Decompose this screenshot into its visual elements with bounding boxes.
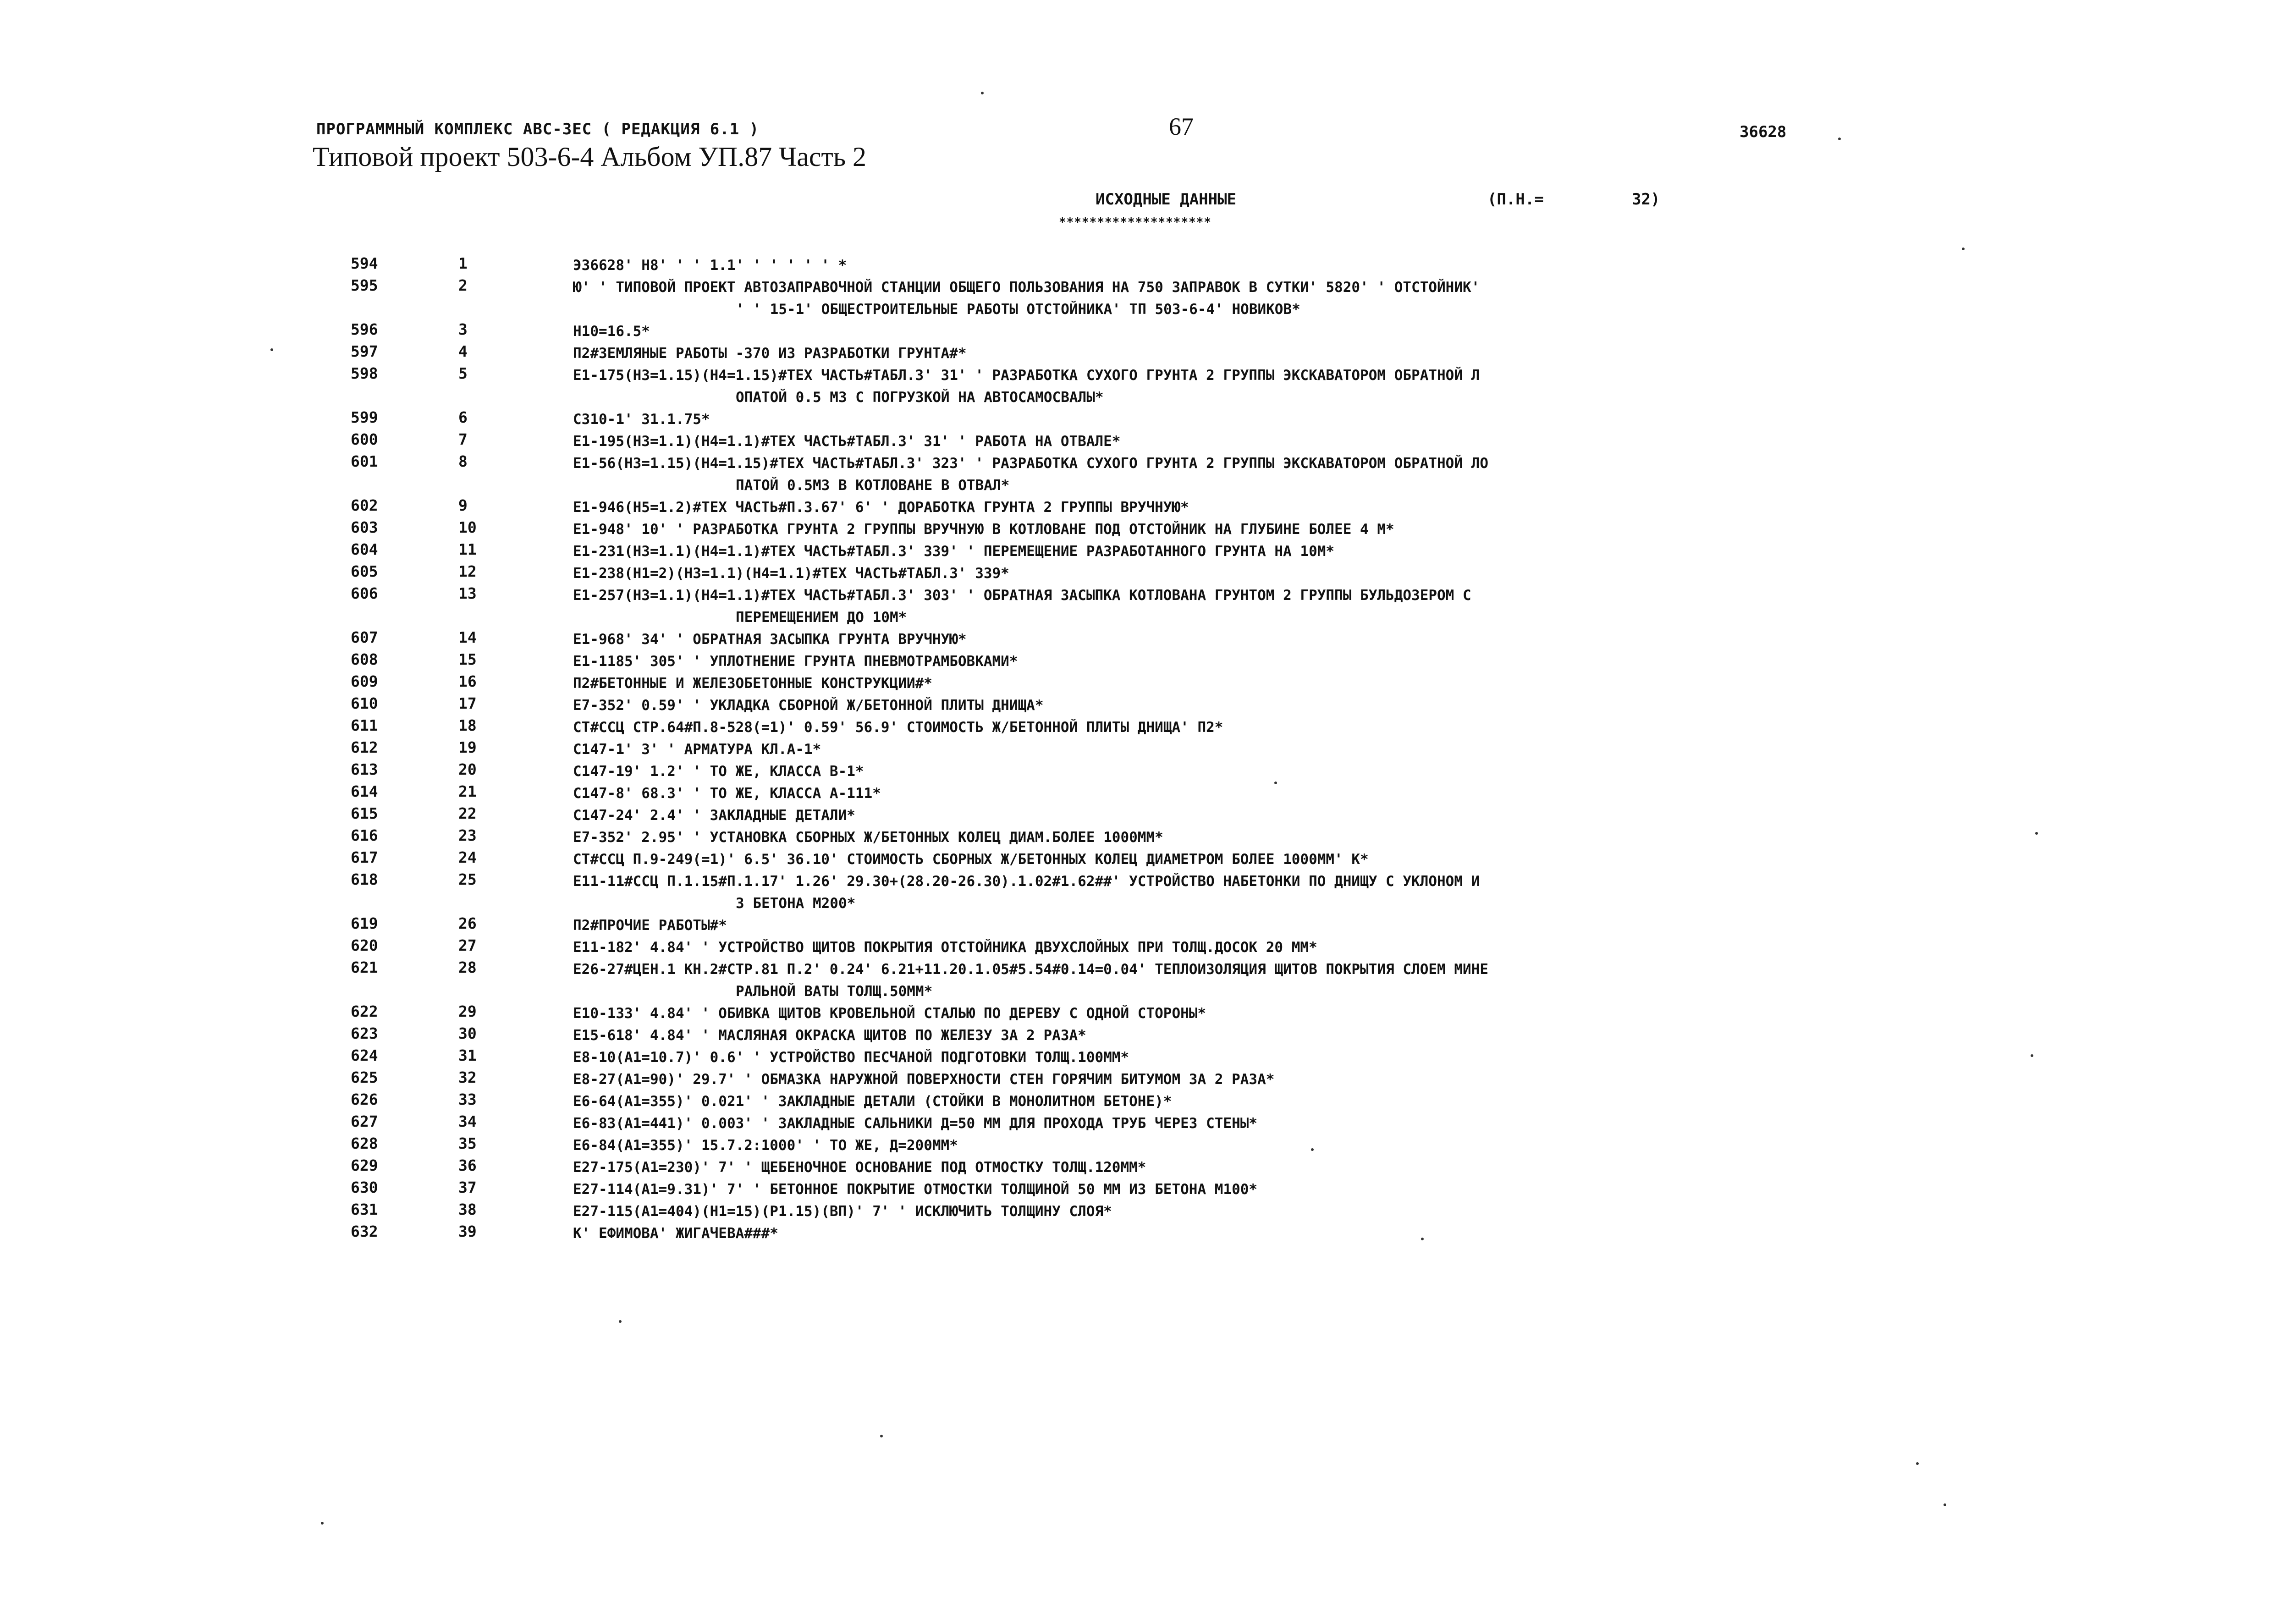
- row-text-continuation: ОПАТОЙ 0.5 М3 С ПОГРУЗКОЙ НА АВТОСАМОСВАЛЫ*: [736, 389, 1104, 406]
- table-row: [0, 518, 2274, 540]
- table-row: [0, 1222, 2274, 1244]
- row-index: 11: [458, 540, 477, 558]
- row-text: Е1-257(Н3=1.1)(Н4=1.1)#ТЕХ ЧАСТЬ#ТАБЛ.3' 303' ' ОБРАТНАЯ ЗАСЫПКА КОТЛОВАНА ГРУНТОМ 2 ГРУППЫ БУЛЬДОЗЕРОМ С: [573, 587, 1471, 604]
- row-index: 6: [458, 408, 468, 426]
- row-text: С147-8' 68.3' ' ТО ЖЕ, КЛАССА А-111*: [573, 785, 881, 802]
- row-text: СТ#ССЦ П.9-249(=1)' 6.5' 36.10' СТОИМОСТЬ СБОРНЫХ Ж/БЕТОННЫХ КОЛЕЦ ДИАМЕТРОМ БОЛЕЕ 1000ММ' К*: [573, 851, 1369, 868]
- table-row: [0, 738, 2274, 760]
- row-index: 30: [458, 1024, 477, 1042]
- table-row: [0, 914, 2274, 936]
- row-index: 33: [458, 1090, 477, 1108]
- table-row: [0, 782, 2274, 804]
- row-index: 13: [458, 584, 477, 602]
- table-row: [0, 430, 2274, 452]
- scan-speck: [880, 1435, 883, 1437]
- scan-speck: [981, 92, 984, 94]
- row-number: 630: [351, 1178, 378, 1196]
- row-text: Е1-968' 34' ' ОБРАТНАЯ ЗАСЫПКА ГРУНТА ВРУЧНУЮ*: [573, 631, 967, 648]
- row-number: 619: [351, 914, 378, 932]
- scan-speck: [1962, 248, 1965, 250]
- row-index: 17: [458, 694, 477, 712]
- row-number: 603: [351, 518, 378, 536]
- row-number: 632: [351, 1222, 378, 1240]
- scan-speck: [619, 1320, 622, 1323]
- row-number: 606: [351, 584, 378, 602]
- row-index: 24: [458, 848, 477, 866]
- row-text: Е8-10(А1=10.7)' 0.6' ' УСТРОЙСТВО ПЕСЧАНОЙ ПОДГОТОВКИ ТОЛЩ.100ММ*: [573, 1049, 1129, 1066]
- row-text: П2#БЕТОННЫЕ И ЖЕЛЕЗОБЕТОННЫЕ КОНСТРУКЦИИ#*: [573, 675, 932, 692]
- row-text: Е1-175(Н3=1.15)(Н4=1.15)#ТЕХ ЧАСТЬ#ТАБЛ.3' 31' ' РАЗРАБОТКА СУХОГО ГРУНТА 2 ГРУППЫ ЭКСКАВАТОРОМ ОБРАТНОЙ Л: [573, 367, 1480, 384]
- table-row: [0, 1200, 2274, 1222]
- row-index: 38: [458, 1200, 477, 1218]
- program-header: ПРОГРАММНЫЙ КОМПЛЕКС АВС-3ЕС ( РЕДАКЦИЯ 6.1 ): [316, 120, 760, 138]
- row-number: 596: [351, 320, 378, 338]
- row-text-continuation: ' ' 15-1' ОБЩЕСТРОИТЕЛЬНЫЕ РАБОТЫ ОТСТОЙНИКА' ТП 503-6-4' НОВИКОВ*: [736, 301, 1300, 318]
- row-number: 628: [351, 1134, 378, 1152]
- row-index: 34: [458, 1112, 477, 1130]
- row-index: 2: [458, 276, 468, 294]
- row-index: 36: [458, 1156, 477, 1174]
- scan-speck: [1916, 1462, 1919, 1465]
- row-number: 598: [351, 364, 378, 382]
- row-text-continuation: ПЕРЕМЕЩЕНИЕМ ДО 10М*: [736, 609, 907, 626]
- row-index: 27: [458, 936, 477, 954]
- row-number: 625: [351, 1068, 378, 1086]
- row-text: С147-24' 2.4' ' ЗАКЛАДНЫЕ ДЕТАЛИ*: [573, 807, 855, 824]
- row-text: Е11-182' 4.84' ' УСТРОЙСТВО ЩИТОВ ПОКРЫТИЯ ОТСТОЙНИКА ДВУХСЛОЙНЫХ ПРИ ТОЛЩ.ДОСОК 20 ММ*: [573, 939, 1317, 956]
- row-index: 19: [458, 738, 477, 756]
- row-index: 10: [458, 518, 477, 536]
- table-row: [0, 628, 2274, 650]
- row-index: 16: [458, 672, 477, 690]
- table-row: [0, 672, 2274, 694]
- row-number: 595: [351, 276, 378, 294]
- row-index: 18: [458, 716, 477, 734]
- row-index: 1: [458, 254, 468, 272]
- scan-speck: [1274, 782, 1277, 784]
- table-row: [0, 936, 2274, 958]
- row-text: Е27-175(А1=230)' 7' ' ЩЕБЕНОЧНОЕ ОСНОВАНИЕ ПОД ОТМОСТКУ ТОЛЩ.120ММ*: [573, 1159, 1146, 1176]
- table-row: [0, 716, 2274, 738]
- row-text: Е11-11#ССЦ П.1.15#П.1.17' 1.26' 29.30+(28.20-26.30).1.02#1.62##' УСТРОЙСТВО НАБЕТОНКИ ПО ДНИЩУ С УКЛОНОМ И: [573, 873, 1480, 890]
- row-number: 611: [351, 716, 378, 734]
- row-text: К' ЕФИМОВА' ЖИГАЧЕВА###*: [573, 1225, 778, 1242]
- row-number: 620: [351, 936, 378, 954]
- row-text: Е8-27(А1=90)' 29.7' ' ОБМАЗКА НАРУЖНОЙ ПОВЕРХНОСТИ СТЕН ГОРЯЧИМ БИТУМОМ ЗА 2 РАЗА*: [573, 1071, 1275, 1088]
- row-number: 600: [351, 430, 378, 448]
- row-number: 623: [351, 1024, 378, 1042]
- row-index: 21: [458, 782, 477, 800]
- row-text: Е6-64(А1=355)' 0.021' ' ЗАКЛАДНЫЕ ДЕТАЛИ (СТОЙКИ В МОНОЛИТНОМ БЕТОНЕ)*: [573, 1093, 1172, 1110]
- table-row: [0, 1134, 2274, 1156]
- row-number: 605: [351, 562, 378, 580]
- row-number: 617: [351, 848, 378, 866]
- row-text: П2#ПРОЧИЕ РАБОТЫ#*: [573, 917, 727, 934]
- row-number: 621: [351, 958, 378, 976]
- row-number: 604: [351, 540, 378, 558]
- table-row: [0, 1002, 2274, 1024]
- row-index: 29: [458, 1002, 477, 1020]
- row-index: 32: [458, 1068, 477, 1086]
- table-row: [0, 1112, 2274, 1134]
- row-text: Н10=16.5*: [573, 323, 650, 340]
- row-index: 12: [458, 562, 477, 580]
- page-number: 67: [1169, 113, 1194, 140]
- document-code: 36628: [1740, 123, 1787, 141]
- table-row: [0, 562, 2274, 584]
- row-number: 610: [351, 694, 378, 712]
- row-number: 594: [351, 254, 378, 272]
- table-row: [0, 848, 2274, 870]
- row-number: 631: [351, 1200, 378, 1218]
- row-index: 7: [458, 430, 468, 448]
- row-index: 14: [458, 628, 477, 646]
- project-title: Типовой проект 503-6-4 Альбом УП.87 Часть 2: [313, 142, 867, 172]
- row-number: 614: [351, 782, 378, 800]
- table-row: [0, 1090, 2274, 1112]
- row-index: 3: [458, 320, 468, 338]
- row-text-continuation: РАЛЬНОЙ ВАТЫ ТОЛЩ.50ММ*: [736, 983, 933, 1000]
- row-text: П2#ЗЕМЛЯНЫЕ РАБОТЫ -370 ИЗ РАЗРАБОТКИ ГРУНТА#*: [573, 345, 967, 362]
- table-row: [0, 254, 2274, 276]
- row-number: 613: [351, 760, 378, 778]
- row-index: 28: [458, 958, 477, 976]
- row-text: Е1-1185' 305' ' УПЛОТНЕНИЕ ГРУНТА ПНЕВМОТРАМБОВКАМИ*: [573, 653, 1018, 670]
- table-row: [0, 452, 2274, 496]
- row-number: 607: [351, 628, 378, 646]
- scan-speck: [1421, 1238, 1424, 1240]
- row-text: Е7-352' 0.59' ' УКЛАДКА СБОРНОЙ Ж/БЕТОННОЙ ПЛИТЫ ДНИЩА*: [573, 697, 1044, 714]
- row-index: 4: [458, 342, 468, 360]
- row-index: 5: [458, 364, 468, 382]
- row-text: Е1-56(Н3=1.15)(Н4=1.15)#ТЕХ ЧАСТЬ#ТАБЛ.3' 323' ' РАЗРАБОТКА СУХОГО ГРУНТА 2 ГРУППЫ ЭКСКАВАТОРОМ ОБРАТНОЙ ЛО: [573, 455, 1489, 472]
- table-row: [0, 1156, 2274, 1178]
- row-number: 622: [351, 1002, 378, 1020]
- row-index: 26: [458, 914, 477, 932]
- table-row: [0, 870, 2274, 914]
- row-index: 23: [458, 826, 477, 844]
- table-row: [0, 1046, 2274, 1068]
- table-row: [0, 584, 2274, 628]
- table-row: [0, 650, 2274, 672]
- row-index: 22: [458, 804, 477, 822]
- scan-speck: [270, 348, 273, 351]
- table-row: [0, 694, 2274, 716]
- table-row: [0, 760, 2274, 782]
- row-index: 9: [458, 496, 468, 514]
- table-row: [0, 342, 2274, 364]
- row-text: Е6-83(А1=441)' 0.003' ' ЗАКЛАДНЫЕ САЛЬНИКИ Д=50 ММ ДЛЯ ПРОХОДА ТРУБ ЧЕРЕЗ СТЕНЫ*: [573, 1115, 1258, 1132]
- row-index: 31: [458, 1046, 477, 1064]
- row-text: Е26-27#ЦЕН.1 КН.2#СТР.81 П.2' 0.24' 6.21+11.20.1.05#5.54#0.14=0.04' ТЕПЛОИЗОЛЯЦИЯ ЩИТОВ ПОКРЫТИЯ СЛОЕМ МИНЕ: [573, 961, 1489, 978]
- row-text: Е6-84(А1=355)' 15.7.2:1000' ' ТО ЖЕ, Д=200ММ*: [573, 1137, 958, 1154]
- row-index: 15: [458, 650, 477, 668]
- row-index: 20: [458, 760, 477, 778]
- row-number: 609: [351, 672, 378, 690]
- row-text: С147-19' 1.2' ' ТО ЖЕ, КЛАССА В-1*: [573, 763, 864, 780]
- scan-speck: [1311, 1148, 1314, 1151]
- row-text: Е1-231(Н3=1.1)(Н4=1.1)#ТЕХ ЧАСТЬ#ТАБЛ.3' 339' ' ПЕРЕМЕЩЕНИЕ РАЗРАБОТАННОГО ГРУНТА НА 10М*: [573, 543, 1335, 560]
- scan-speck: [321, 1522, 324, 1525]
- table-row: [0, 540, 2274, 562]
- row-number: 599: [351, 408, 378, 426]
- row-number: 624: [351, 1046, 378, 1064]
- scan-speck: [1944, 1503, 1946, 1506]
- table-row: [0, 364, 2274, 408]
- row-number: 616: [351, 826, 378, 844]
- row-number: 601: [351, 452, 378, 470]
- row-text: Ю' ' ТИПОВОЙ ПРОЕКТ АВТОЗАПРАВОЧНОЙ СТАНЦИИ ОБЩЕГО ПОЛЬЗОВАНИЯ НА 750 ЗАПРАВОК В СУТКИ' 5820' ' ОТСТОЙНИК': [573, 279, 1480, 296]
- row-number: 627: [351, 1112, 378, 1130]
- row-number: 608: [351, 650, 378, 668]
- row-text: Е10-133' 4.84' ' ОБИВКА ЩИТОВ КРОВЕЛЬНОЙ СТАЛЬЮ ПО ДЕРЕВУ С ОДНОЙ СТОРОНЫ*: [573, 1005, 1206, 1022]
- row-number: 626: [351, 1090, 378, 1108]
- input-data-listing: [0, 254, 2274, 1244]
- scan-speck: [2035, 832, 2038, 835]
- row-index: 39: [458, 1222, 477, 1240]
- table-row: [0, 496, 2274, 518]
- row-number: 602: [351, 496, 378, 514]
- row-text-continuation: З БЕТОНА М200*: [736, 895, 856, 912]
- table-row: [0, 804, 2274, 826]
- row-text: Е15-618' 4.84' ' МАСЛЯНАЯ ОКРАСКА ЩИТОВ ПО ЖЕЛЕЗУ ЗА 2 РАЗА*: [573, 1027, 1086, 1044]
- row-index: 37: [458, 1178, 477, 1196]
- row-number: 615: [351, 804, 378, 822]
- section-title: ИСХОДНЫЕ ДАННЫЕ: [1096, 190, 1237, 209]
- table-row: [0, 276, 2274, 320]
- row-text: С310-1' 31.1.75*: [573, 411, 710, 428]
- row-number: 597: [351, 342, 378, 360]
- section-ref-label: (П.Н.=: [1487, 190, 1544, 209]
- row-number: 618: [351, 870, 378, 888]
- row-text: Е27-114(А1=9.31)' 7' ' БЕТОННОЕ ПОКРЫТИЕ ОТМОСТКИ ТОЛЩИНОЙ 50 ММ ИЗ БЕТОНА М100*: [573, 1181, 1258, 1198]
- row-number: 612: [351, 738, 378, 756]
- section-ref-number: 32): [1632, 190, 1660, 209]
- table-row: [0, 1024, 2274, 1046]
- table-row: [0, 1178, 2274, 1200]
- row-text: Е1-948' 10' ' РАЗРАБОТКА ГРУНТА 2 ГРУППЫ ВРУЧНУЮ В КОТЛОВАНЕ ПОД ОТСТОЙНИК НА ГЛУБИНЕ БОЛЕЕ 4 М*: [573, 521, 1394, 538]
- row-number: 629: [351, 1156, 378, 1174]
- row-text: Е1-946(Н5=1.2)#ТЕХ ЧАСТЬ#П.3.67' 6' ' ДОРАБОТКА ГРУНТА 2 ГРУППЫ ВРУЧНУЮ*: [573, 499, 1189, 516]
- table-row: [0, 958, 2274, 1002]
- table-row: [0, 826, 2274, 848]
- row-index: 25: [458, 870, 477, 888]
- row-text-continuation: ПАТОЙ 0.5М3 В КОТЛОВАНЕ В ОТВАЛ*: [736, 477, 1010, 494]
- row-index: 8: [458, 452, 468, 470]
- row-text: Е27-115(А1=404)(Н1=15)(Р1.15)(ВП)' 7' ' ИСКЛЮЧИТЬ ТОЛЩИНУ СЛОЯ*: [573, 1203, 1112, 1220]
- row-text: С147-1' 3' ' АРМАТУРА КЛ.А-1*: [573, 741, 821, 758]
- scan-speck: [2031, 1054, 2033, 1057]
- table-row: [0, 408, 2274, 430]
- scan-speck: [1838, 138, 1841, 140]
- row-index: 35: [458, 1134, 477, 1152]
- row-text: Е7-352' 2.95' ' УСТАНОВКА СБОРНЫХ Ж/БЕТОННЫХ КОЛЕЦ ДИАМ.БОЛЕЕ 1000ММ*: [573, 829, 1163, 846]
- row-text: Е1-195(Н3=1.1)(Н4=1.1)#ТЕХ ЧАСТЬ#ТАБЛ.3' 31' ' РАБОТА НА ОТВАЛЕ*: [573, 433, 1121, 450]
- section-title-underline: ********************: [1059, 215, 1212, 229]
- row-text: СТ#ССЦ СТР.64#П.8-528(=1)' 0.59' 56.9' СТОИМОСТЬ Ж/БЕТОННОЙ ПЛИТЫ ДНИЩА' П2*: [573, 719, 1223, 736]
- row-text: Э36628' Н8' ' ' 1.1' ' ' ' ' ' *: [573, 257, 847, 274]
- row-text: Е1-238(Н1=2)(Н3=1.1)(Н4=1.1)#ТЕХ ЧАСТЬ#ТАБЛ.3' 339*: [573, 565, 1009, 582]
- table-row: [0, 1068, 2274, 1090]
- table-row: [0, 320, 2274, 342]
